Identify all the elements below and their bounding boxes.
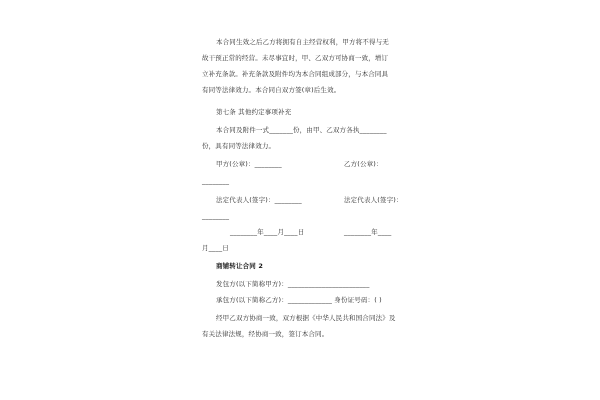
representative-a: 法定代表人(签字)：________ (216, 196, 302, 204)
party-a-seal: 甲方(公章)：________ (216, 160, 282, 168)
date-b: ________年____ (344, 228, 392, 236)
para1-line3: 立补充条款。补充条款及附件均为本合同组成部分，与本合同具 (202, 70, 389, 78)
para1-line4: 有同等法律效力。本合同自双方签(章)后生效。 (202, 86, 341, 94)
para1-line2: 故干预正常的经营。未尽事宜时，甲、乙双方可协商一致，增订 (202, 54, 389, 62)
party-b-seal: 乙方(公章)： (344, 160, 383, 168)
para2-line2: 份，具有同等法律效力。 (202, 142, 276, 150)
representative-b: 法定代表人(签字)： (344, 196, 403, 204)
article7-heading: 第七条 其他约定事项补充 (216, 108, 292, 116)
transferor-line: 发包方(以下简称甲方)：________________________ (216, 280, 370, 288)
date-a: ________年____月____日 (230, 228, 305, 236)
date-b-continued: 月____日 (202, 244, 229, 252)
intro-line2: 有关法律法规，经协商一致，签订本合同。 (202, 330, 329, 338)
intro-line1: 经甲乙双方协商一致，双方根据《中华人民共和国合同法》及 (216, 314, 396, 322)
transferee-line: 承包方(以下简称乙方)：_____________ 身份证号码：( ) (216, 296, 382, 304)
representative-b-blank: ________ (202, 212, 230, 220)
contract2-title: 商铺转让合同 2 (216, 262, 263, 270)
para2-line1: 本合同及附件一式_______份，由甲、乙双方各执________ (216, 126, 387, 134)
para1-line1: 本合同生效之后乙方将拥有自主经营权利，甲方将不得与无 (216, 38, 389, 46)
party-b-seal-blank: ________ (202, 177, 230, 185)
